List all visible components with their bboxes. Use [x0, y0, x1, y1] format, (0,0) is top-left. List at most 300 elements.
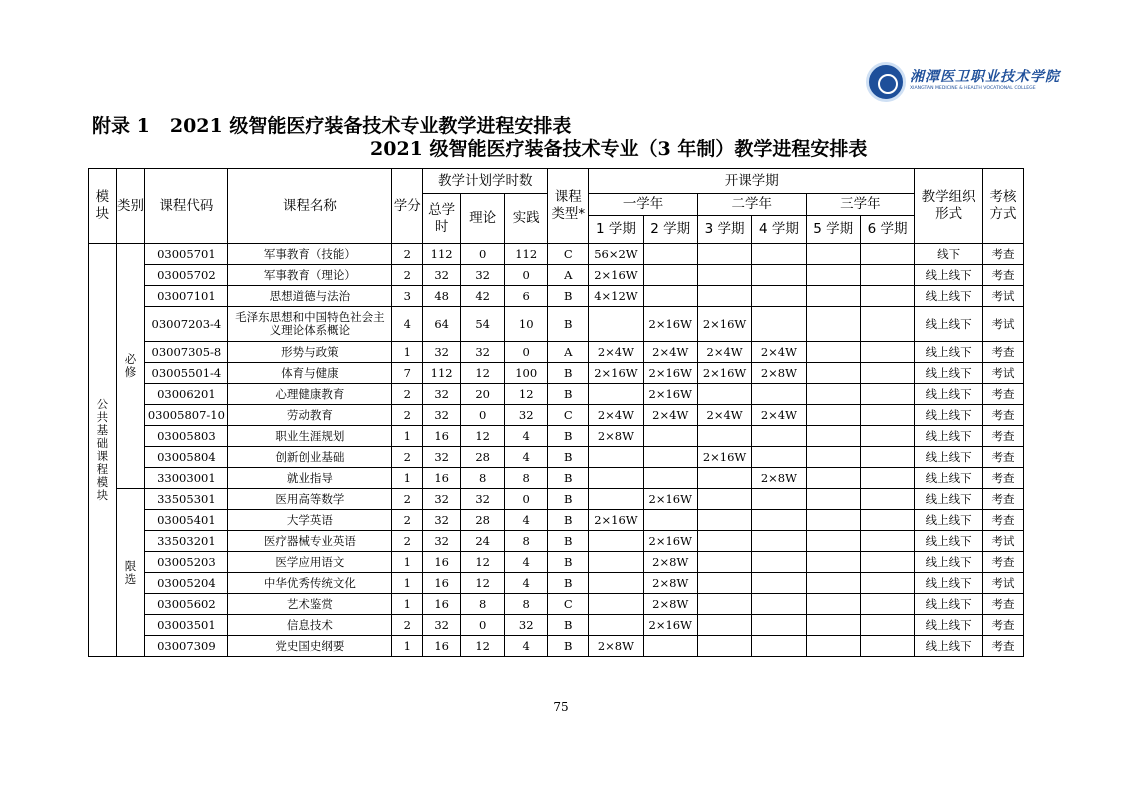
cell-total: 16	[423, 426, 461, 447]
cell-theory: 32	[461, 265, 505, 286]
cell-name: 毛泽东思想和中国特色社会主义理论体系概论	[228, 307, 392, 342]
cell-name: 形势与政策	[228, 342, 392, 363]
cell-total: 32	[423, 447, 461, 468]
cell-theory: 28	[461, 447, 505, 468]
cell-name: 思想道德与法治	[228, 286, 392, 307]
cell-s1	[589, 573, 643, 594]
cell-type: B	[548, 552, 589, 573]
cell-theory: 8	[461, 468, 505, 489]
cell-code: 03005401	[145, 510, 228, 531]
cell-s5	[806, 363, 860, 384]
header-year-1: 一学年	[589, 194, 698, 216]
cell-s4	[752, 594, 806, 615]
cell-form: 线上线下	[915, 489, 983, 510]
cell-credits: 1	[392, 552, 423, 573]
cell-s3: 2×16W	[697, 447, 751, 468]
cell-assess: 考试	[982, 531, 1023, 552]
cell-credits: 1	[392, 636, 423, 657]
cell-form: 线上线下	[915, 405, 983, 426]
cell-name: 医用高等数学	[228, 489, 392, 510]
table-row	[89, 531, 1024, 552]
cell-s6	[860, 636, 914, 657]
cell-practice: 6	[505, 286, 548, 307]
cell-s6	[860, 447, 914, 468]
table-row	[89, 447, 1024, 468]
cell-s1: 2×16W	[589, 510, 643, 531]
cell-credits: 1	[392, 426, 423, 447]
header-course-type: 课程类型*	[548, 169, 589, 244]
cell-practice: 12	[505, 384, 548, 405]
cell-assess: 考查	[982, 594, 1023, 615]
header-semesters-group: 开课学期	[589, 169, 915, 194]
cell-s6	[860, 363, 914, 384]
cell-s5	[806, 510, 860, 531]
cell-s3	[697, 286, 751, 307]
cell-name: 创新创业基础	[228, 447, 392, 468]
cell-name: 体育与健康	[228, 363, 392, 384]
cell-s6	[860, 615, 914, 636]
cell-code: 03003501	[145, 615, 228, 636]
cell-s2	[643, 244, 697, 265]
module-cell-char: 公	[96, 397, 109, 411]
cell-code: 03007203-4	[145, 307, 228, 342]
header-category: 类别	[116, 169, 145, 244]
cell-s6	[860, 489, 914, 510]
category-required-cell	[116, 244, 145, 489]
cell-s5	[806, 244, 860, 265]
cell-name: 就业指导	[228, 468, 392, 489]
cell-assess: 考试	[982, 286, 1023, 307]
cell-type: B	[548, 573, 589, 594]
cell-assess: 考试	[982, 573, 1023, 594]
cell-s4: 2×8W	[752, 363, 806, 384]
cell-theory: 28	[461, 510, 505, 531]
cell-s1	[589, 531, 643, 552]
cell-s2: 2×4W	[643, 342, 697, 363]
cell-assess: 考查	[982, 405, 1023, 426]
cell-type: B	[548, 384, 589, 405]
cell-assess: 考查	[982, 510, 1023, 531]
cell-code: 33505301	[145, 489, 228, 510]
cell-credits: 2	[392, 489, 423, 510]
cell-total: 32	[423, 265, 461, 286]
table-row	[89, 573, 1024, 594]
cell-code: 03005501-4	[145, 363, 228, 384]
cell-s1: 4×12W	[589, 286, 643, 307]
cell-practice: 4	[505, 573, 548, 594]
cell-s6	[860, 405, 914, 426]
table-row	[89, 552, 1024, 573]
cell-assess: 考查	[982, 384, 1023, 405]
module-cell-char: 共	[96, 410, 109, 424]
cell-theory: 54	[461, 307, 505, 342]
cell-s4: 2×4W	[752, 405, 806, 426]
cell-s1: 2×16W	[589, 265, 643, 286]
category-required-cell-char: 修	[124, 365, 137, 379]
page-number: 75	[553, 700, 569, 714]
teaching-schedule-table	[88, 168, 1024, 657]
cell-type: B	[548, 286, 589, 307]
cell-s3	[697, 426, 751, 447]
cell-s4	[752, 307, 806, 342]
cell-practice: 32	[505, 615, 548, 636]
table-row	[89, 244, 1024, 265]
cell-name: 军事教育（技能）	[228, 244, 392, 265]
cell-total: 48	[423, 286, 461, 307]
cell-s2: 2×8W	[643, 573, 697, 594]
header-total-hours: 总学时	[423, 194, 461, 244]
cell-form: 线上线下	[915, 426, 983, 447]
category-limited-cell-char: 选	[124, 571, 137, 586]
cell-theory: 20	[461, 384, 505, 405]
cell-form: 线上线下	[915, 447, 983, 468]
cell-credits: 1	[392, 468, 423, 489]
cell-credits: 2	[392, 384, 423, 405]
category-limited-cell-char: 限	[124, 558, 137, 573]
cell-assess: 考查	[982, 244, 1023, 265]
cell-s2	[643, 447, 697, 468]
cell-assess: 考查	[982, 552, 1023, 573]
cell-assess: 考查	[982, 426, 1023, 447]
college-emblem-icon	[866, 62, 906, 102]
table-row	[89, 636, 1024, 657]
cell-assess: 考查	[982, 636, 1023, 657]
cell-total: 32	[423, 489, 461, 510]
cell-s6	[860, 244, 914, 265]
cell-name: 中华优秀传统文化	[228, 573, 392, 594]
cell-s1: 2×8W	[589, 636, 643, 657]
cell-theory: 24	[461, 531, 505, 552]
cell-theory: 12	[461, 552, 505, 573]
cell-credits: 1	[392, 342, 423, 363]
cell-name: 艺术鉴赏	[228, 594, 392, 615]
cell-s3	[697, 531, 751, 552]
cell-form: 线上线下	[915, 265, 983, 286]
module-cell-char: 模	[96, 475, 109, 489]
header-semester-6: 6 学期	[860, 216, 914, 244]
table-row	[89, 384, 1024, 405]
cell-practice: 8	[505, 531, 548, 552]
cell-code: 03005203	[145, 552, 228, 573]
cell-name: 劳动教育	[228, 405, 392, 426]
header-course-name: 课程名称	[228, 169, 392, 244]
cell-credits: 2	[392, 447, 423, 468]
cell-s6	[860, 307, 914, 342]
header-theory: 理论	[461, 194, 505, 244]
cell-type: B	[548, 510, 589, 531]
cell-s4	[752, 384, 806, 405]
cell-s1: 2×8W	[589, 426, 643, 447]
cell-practice: 0	[505, 489, 548, 510]
cell-s4	[752, 552, 806, 573]
cell-s4	[752, 244, 806, 265]
cell-assess: 考查	[982, 265, 1023, 286]
cell-type: C	[548, 405, 589, 426]
cell-code: 33003001	[145, 468, 228, 489]
cell-s3	[697, 573, 751, 594]
cell-s6	[860, 384, 914, 405]
cell-practice: 4	[505, 636, 548, 657]
appendix-label: 附录 1	[92, 115, 150, 137]
header-semester-1: 1 学期	[589, 216, 643, 244]
cell-theory: 32	[461, 342, 505, 363]
cell-s3	[697, 615, 751, 636]
cell-theory: 8	[461, 594, 505, 615]
cell-theory: 32	[461, 489, 505, 510]
cell-total: 32	[423, 342, 461, 363]
cell-s5	[806, 468, 860, 489]
cell-type: C	[548, 244, 589, 265]
cell-total: 32	[423, 510, 461, 531]
cell-type: B	[548, 531, 589, 552]
cell-s3	[697, 265, 751, 286]
cell-code: 03006201	[145, 384, 228, 405]
cell-credits: 2	[392, 615, 423, 636]
cell-code: 03007101	[145, 286, 228, 307]
cell-s3: 2×4W	[697, 342, 751, 363]
table-row	[89, 265, 1024, 286]
cell-total: 32	[423, 405, 461, 426]
cell-s1	[589, 307, 643, 342]
header-teaching-form: 教学组织形式	[915, 169, 983, 244]
cell-s4	[752, 426, 806, 447]
cell-s3	[697, 510, 751, 531]
cell-s6	[860, 286, 914, 307]
cell-s3: 2×16W	[697, 307, 751, 342]
table-row	[89, 510, 1024, 531]
cell-theory: 42	[461, 286, 505, 307]
module-cell-char: 块	[96, 488, 109, 502]
cell-type: B	[548, 363, 589, 384]
table-row	[89, 468, 1024, 489]
cell-s5	[806, 265, 860, 286]
cell-form: 线上线下	[915, 510, 983, 531]
cell-s3	[697, 636, 751, 657]
cell-s5	[806, 573, 860, 594]
cell-s1	[589, 468, 643, 489]
cell-credits: 1	[392, 594, 423, 615]
cell-form: 线上线下	[915, 573, 983, 594]
cell-form: 线上线下	[915, 615, 983, 636]
cell-type: C	[548, 594, 589, 615]
cell-s3	[697, 468, 751, 489]
cell-code: 03005807-10	[145, 405, 228, 426]
cell-s6	[860, 573, 914, 594]
cell-type: B	[548, 636, 589, 657]
cell-code: 03005701	[145, 244, 228, 265]
cell-assess: 考查	[982, 447, 1023, 468]
cell-s3	[697, 594, 751, 615]
module-cell-char: 础	[96, 436, 109, 450]
header-semester-4: 4 学期	[752, 216, 806, 244]
cell-s2: 2×4W	[643, 405, 697, 426]
cell-type: B	[548, 447, 589, 468]
cell-s6	[860, 552, 914, 573]
cell-form: 线上线下	[915, 594, 983, 615]
cell-name: 党史国史纲要	[228, 636, 392, 657]
cell-s5	[806, 615, 860, 636]
cell-theory: 0	[461, 615, 505, 636]
cell-credits: 2	[392, 244, 423, 265]
cell-assess: 考查	[982, 489, 1023, 510]
cell-name: 军事教育（理论）	[228, 265, 392, 286]
cell-theory: 12	[461, 363, 505, 384]
cell-s3	[697, 244, 751, 265]
module-cell	[89, 244, 117, 657]
header-semester-2: 2 学期	[643, 216, 697, 244]
cell-form: 线下	[915, 244, 983, 265]
cell-total: 16	[423, 594, 461, 615]
cell-s4	[752, 573, 806, 594]
cell-total: 32	[423, 384, 461, 405]
cell-form: 线上线下	[915, 531, 983, 552]
cell-s2	[643, 468, 697, 489]
cell-code: 03005804	[145, 447, 228, 468]
table-row	[89, 615, 1024, 636]
cell-s5	[806, 307, 860, 342]
cell-total: 16	[423, 573, 461, 594]
cell-s1: 2×4W	[589, 405, 643, 426]
cell-s6	[860, 426, 914, 447]
cell-s5	[806, 447, 860, 468]
cell-s4	[752, 615, 806, 636]
cell-s4	[752, 265, 806, 286]
cell-code: 03005602	[145, 594, 228, 615]
cell-practice: 0	[505, 342, 548, 363]
college-name-cn: 湘潭医卫职业技术学院	[910, 69, 1060, 85]
cell-s6	[860, 510, 914, 531]
cell-s4: 2×4W	[752, 342, 806, 363]
cell-total: 32	[423, 615, 461, 636]
cell-theory: 12	[461, 573, 505, 594]
cell-theory: 0	[461, 244, 505, 265]
cell-s1	[589, 615, 643, 636]
cell-s2	[643, 426, 697, 447]
cell-practice: 8	[505, 468, 548, 489]
module-cell-char: 基	[96, 423, 109, 437]
cell-credits: 2	[392, 510, 423, 531]
header-hours-group: 教学计划学时数	[423, 169, 548, 194]
cell-s4: 2×8W	[752, 468, 806, 489]
cell-type: A	[548, 265, 589, 286]
cell-s2: 2×16W	[643, 489, 697, 510]
cell-practice: 4	[505, 426, 548, 447]
cell-theory: 12	[461, 426, 505, 447]
header-course-code: 课程代码	[145, 169, 228, 244]
cell-name: 职业生涯规划	[228, 426, 392, 447]
cell-credits: 2	[392, 531, 423, 552]
header-practice: 实践	[505, 194, 548, 244]
cell-total: 16	[423, 552, 461, 573]
cell-form: 线上线下	[915, 636, 983, 657]
cell-credits: 7	[392, 363, 423, 384]
cell-name: 医学应用语文	[228, 552, 392, 573]
cell-s5	[806, 426, 860, 447]
cell-type: B	[548, 468, 589, 489]
appendix-title: 2021 级智能医疗装备技术专业教学进程安排表	[169, 115, 572, 137]
category-required-cell-char: 必	[124, 352, 137, 366]
cell-form: 线上线下	[915, 468, 983, 489]
college-name-en: XIANGTAN MEDICINE & HEALTH VOCATIONAL COLLEGE	[910, 86, 1036, 91]
cell-code: 03005204	[145, 573, 228, 594]
cell-s2	[643, 636, 697, 657]
header-assessment: 考核方式	[982, 169, 1023, 244]
cell-s5	[806, 636, 860, 657]
cell-credits: 3	[392, 286, 423, 307]
cell-s4	[752, 447, 806, 468]
category-limited-cell	[116, 489, 145, 657]
cell-name: 大学英语	[228, 510, 392, 531]
table-body	[89, 244, 1024, 657]
cell-type: A	[548, 342, 589, 363]
cell-s3	[697, 489, 751, 510]
table-row	[89, 307, 1024, 342]
cell-s4	[752, 489, 806, 510]
cell-form: 线上线下	[915, 552, 983, 573]
cell-s3	[697, 384, 751, 405]
table-header	[89, 169, 1024, 244]
cell-s6	[860, 468, 914, 489]
table-row	[89, 489, 1024, 510]
cell-form: 线上线下	[915, 363, 983, 384]
cell-s4	[752, 286, 806, 307]
cell-s5	[806, 405, 860, 426]
cell-s6	[860, 531, 914, 552]
cell-s3: 2×4W	[697, 405, 751, 426]
cell-s4	[752, 510, 806, 531]
cell-s2: 2×16W	[643, 531, 697, 552]
cell-s4	[752, 636, 806, 657]
cell-type: B	[548, 426, 589, 447]
cell-total: 112	[423, 363, 461, 384]
cell-assess: 考查	[982, 342, 1023, 363]
header-semester-3: 3 学期	[697, 216, 751, 244]
cell-s6	[860, 594, 914, 615]
cell-s5	[806, 384, 860, 405]
cell-assess: 考试	[982, 363, 1023, 384]
cell-code: 03005702	[145, 265, 228, 286]
header-semester-5: 5 学期	[806, 216, 860, 244]
cell-assess: 考试	[982, 307, 1023, 342]
cell-name: 医疗器械专业英语	[228, 531, 392, 552]
cell-assess: 考查	[982, 615, 1023, 636]
cell-s5	[806, 342, 860, 363]
module-cell-char: 课	[96, 449, 109, 463]
cell-form: 线上线下	[915, 286, 983, 307]
cell-s4	[752, 531, 806, 552]
cell-total: 16	[423, 468, 461, 489]
cell-assess: 考查	[982, 468, 1023, 489]
cell-practice: 10	[505, 307, 548, 342]
header-year-2: 二学年	[697, 194, 806, 216]
cell-credits: 4	[392, 307, 423, 342]
cell-s6	[860, 265, 914, 286]
table-title: 2021 级智能医疗装备技术专业（3 年制）教学进程安排表	[370, 138, 868, 160]
cell-s2: 2×16W	[643, 384, 697, 405]
cell-theory: 0	[461, 405, 505, 426]
cell-form: 线上线下	[915, 384, 983, 405]
cell-credits: 2	[392, 405, 423, 426]
cell-practice: 4	[505, 510, 548, 531]
cell-s1	[589, 594, 643, 615]
cell-form: 线上线下	[915, 307, 983, 342]
cell-practice: 4	[505, 447, 548, 468]
college-logo	[866, 62, 1060, 106]
cell-s5	[806, 286, 860, 307]
cell-theory: 12	[461, 636, 505, 657]
cell-s1: 2×4W	[589, 342, 643, 363]
cell-s5	[806, 552, 860, 573]
